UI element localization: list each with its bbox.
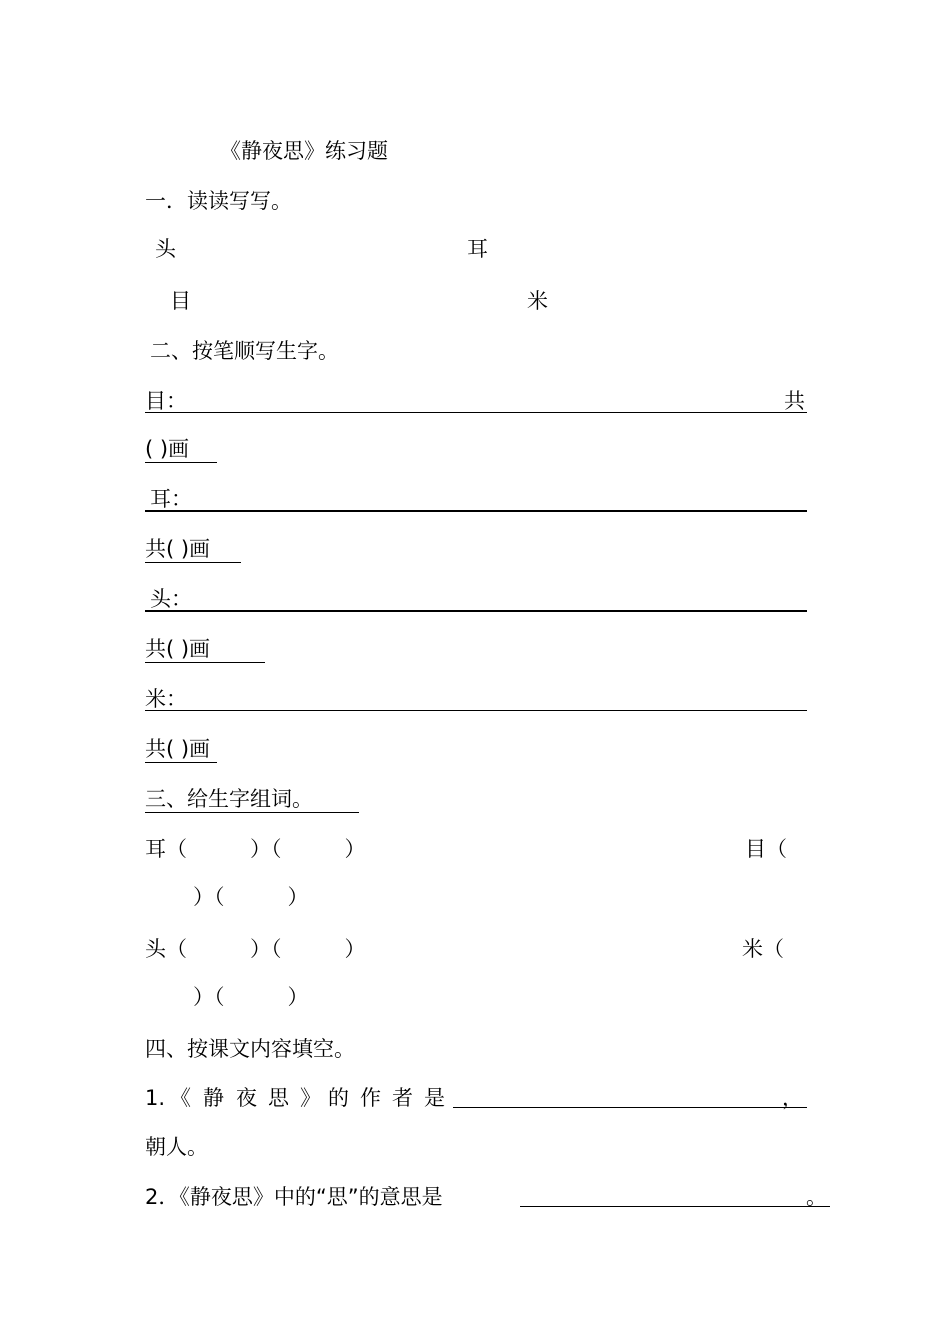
word-row-mi[interactable]: 米（ xyxy=(742,937,784,961)
q1-char: 》 xyxy=(300,1086,321,1110)
stroke-count-er[interactable]: 共( )画 xyxy=(145,536,241,563)
stroke-line-er[interactable] xyxy=(145,510,807,512)
stroke-count-mi[interactable]: 共( )画 xyxy=(145,736,217,763)
q2-meaning-blank[interactable] xyxy=(520,1206,830,1207)
word-row-mu[interactable]: 目（ xyxy=(745,837,787,861)
char-mi: 米 xyxy=(527,289,548,313)
section1-heading: 一．读读写写。 xyxy=(145,189,292,213)
stroke-label-er: 耳： xyxy=(150,487,192,511)
stroke-count-tou[interactable]: 共( )画 xyxy=(145,636,265,663)
stroke-label-mi: 米： xyxy=(145,687,187,711)
stroke-line-mi[interactable] xyxy=(145,710,807,711)
stroke-label-tou: 头： xyxy=(150,587,192,611)
q1-char: 是 xyxy=(424,1086,445,1110)
section3-heading: 三、给生字组词。 xyxy=(145,786,359,813)
q1-char: 的 xyxy=(328,1086,349,1110)
char-tou: 头 xyxy=(155,237,176,261)
q1-char: 夜 xyxy=(236,1086,257,1110)
stroke-count-prefix-mu: 共 xyxy=(784,389,805,413)
stroke-line-tou[interactable] xyxy=(145,610,807,612)
word-row-mu-cont[interactable]: ）（ ） xyxy=(193,885,309,909)
q2-text: 2．《静夜思》中的“思”的意思是 xyxy=(145,1185,443,1209)
char-er: 耳 xyxy=(467,237,488,261)
word-row-mi-cont[interactable]: ）（ ） xyxy=(193,985,309,1009)
q1-char: 静 xyxy=(203,1086,224,1110)
q1-char: 作 xyxy=(360,1086,381,1110)
q2-end: 。 xyxy=(806,1185,827,1209)
q1-num: 1. xyxy=(145,1086,166,1110)
q1-char: 《 xyxy=(170,1086,191,1110)
q1-author-blank[interactable] xyxy=(453,1107,807,1108)
q1-char: 思 xyxy=(268,1086,289,1110)
section2-heading: 二、按笔顺写生字。 xyxy=(150,339,339,363)
stroke-label-mu: 目： xyxy=(145,389,187,413)
stroke-count-mu[interactable]: ( )画 xyxy=(145,436,217,463)
q1-comma: ， xyxy=(782,1086,803,1110)
section4-heading: 四、按课文内容填空。 xyxy=(145,1037,355,1061)
word-row-tou[interactable]: 头（ ）（ ） xyxy=(145,937,366,961)
char-mu: 目 xyxy=(170,289,191,313)
word-row-er[interactable]: 耳（ ）（ ） xyxy=(145,837,366,861)
q1-char: 者 xyxy=(392,1086,413,1110)
page-title: 《静夜思》练习题 xyxy=(220,139,388,163)
q1-dynasty-text: 朝人。 xyxy=(145,1135,208,1159)
stroke-line-mu[interactable] xyxy=(145,412,807,413)
